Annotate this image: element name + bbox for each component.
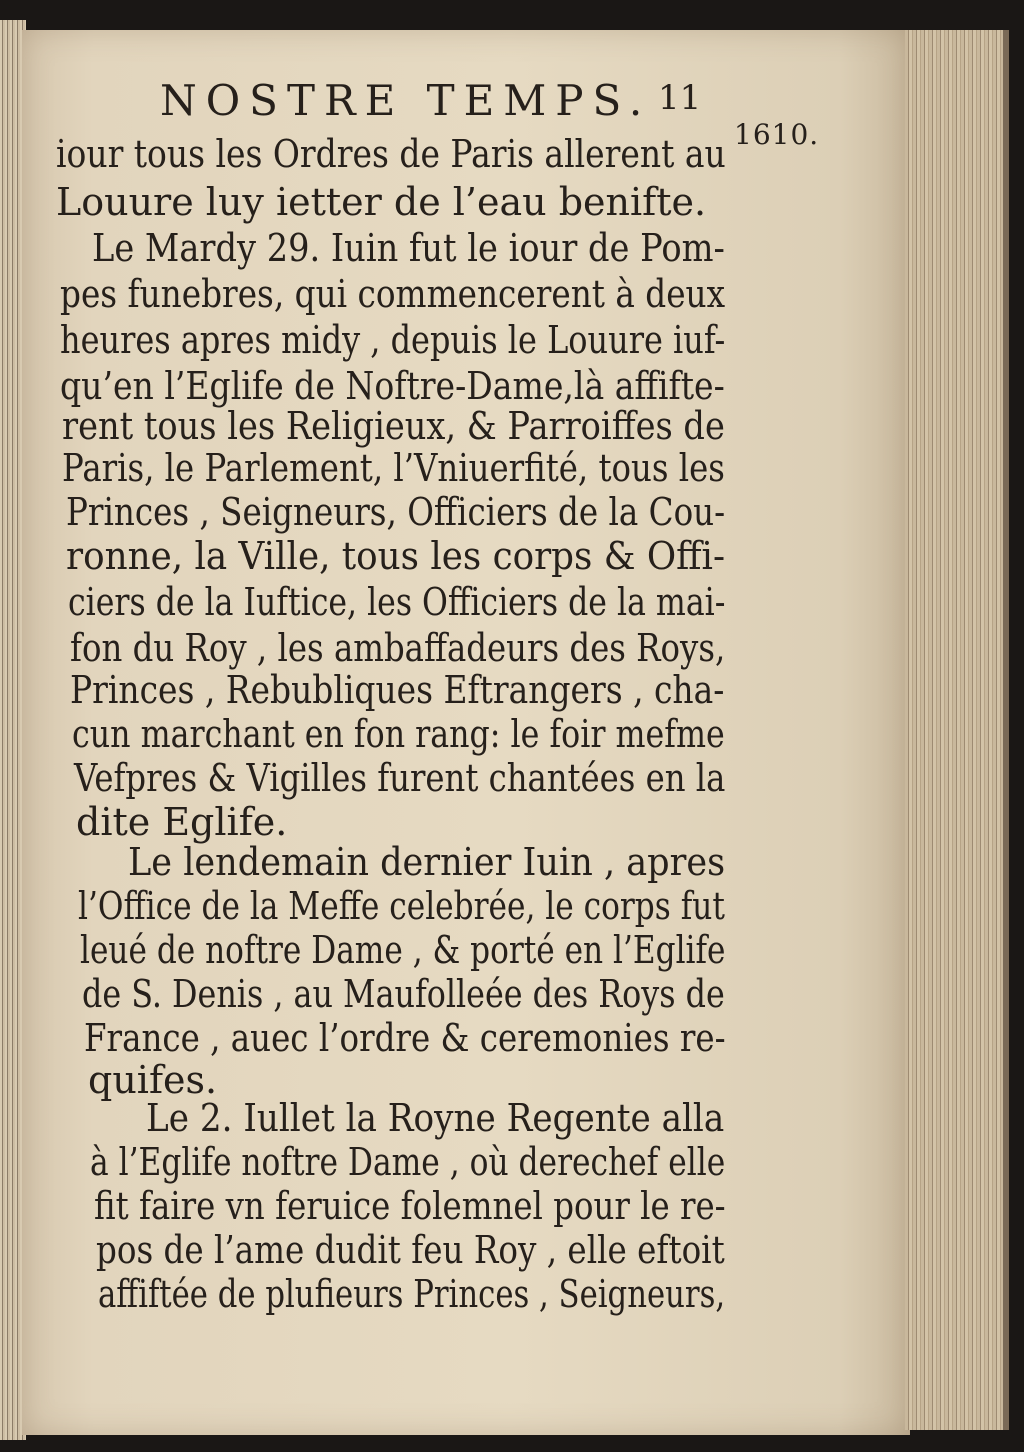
- text-line: l’Office de la Meffe celebrée, le corps fut: [78, 884, 725, 928]
- text-line: cun marchant en fon rang: le foir mefme: [72, 712, 725, 756]
- text-line: iour tous les Ordres de Paris allerent au: [56, 132, 726, 176]
- text-line: Princes , Rebubliques Eftrangers , cha-: [70, 668, 725, 712]
- running-head: NOSTRE TEMPS.: [160, 76, 652, 125]
- margin-year: 1610.: [734, 118, 820, 151]
- text-line: affiftée de plufieurs Princes , Seigneurs,: [98, 1272, 726, 1316]
- text-line: Le Mardy 29. Iuin fut le iour de Pom-: [92, 226, 725, 270]
- text-line: fit faire vn feruice folemnel pour le re-: [94, 1184, 726, 1228]
- text-line: Louure luy ietter de l’eau benifte.: [56, 180, 707, 224]
- text-line: Vefpres & Vigilles furent chantées en la: [74, 756, 726, 800]
- text-line: pes funebres, qui commencerent à deux: [60, 272, 726, 316]
- text-line: de S. Denis , au Maufolleée des Roys de: [82, 972, 725, 1016]
- text-line: Le 2. Iullet la Royne Regente alla: [146, 1096, 725, 1140]
- text-line: dite Eglife.: [76, 800, 288, 844]
- text-line: Paris, le Parlement, l’Vniuerfité, tous les: [62, 446, 725, 490]
- page-number: 11: [658, 78, 702, 118]
- text-line: ciers de la Iuftice, les Officiers de la mai-: [68, 580, 726, 624]
- text-line: fon du Roy , les ambaffadeurs des Roys,: [70, 626, 726, 670]
- text-line: rent tous les Religieux, & Parroiffes de: [62, 404, 725, 448]
- text-line: France , auec l’ordre & ceremonies re-: [84, 1016, 726, 1060]
- text-line: Princes , Seigneurs, Officiers de la Cou-: [66, 490, 726, 534]
- text-line: à l’Eglife noftre Dame , où derechef elle: [90, 1140, 726, 1184]
- text-line: Le lendemain dernier Iuin , apres: [128, 840, 726, 884]
- text-line: qu’en l’Eglife de Noftre-Dame,là affifte-: [60, 364, 725, 408]
- text-line: leué de noftre Dame , & porté en l’Eglife: [80, 928, 726, 972]
- text-line: pos de l’ame dudit feu Roy , elle eftoit: [96, 1228, 725, 1272]
- text-line: quifes.: [88, 1058, 218, 1102]
- text-line: heures apres midy , depuis le Louure iuf-: [60, 318, 726, 362]
- text-line: ronne, la Ville, tous les corps & Offi-: [66, 534, 726, 578]
